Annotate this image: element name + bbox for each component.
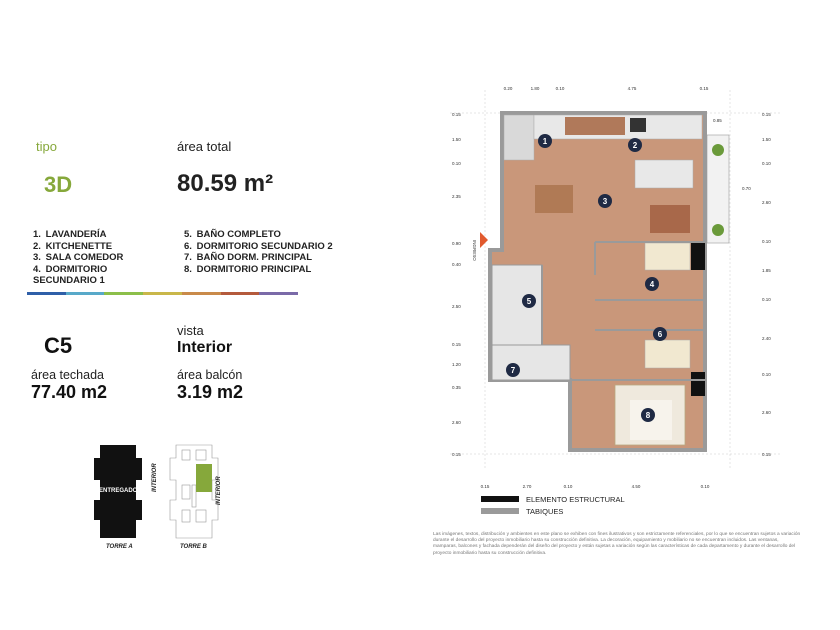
lavanderia-zone — [504, 115, 534, 160]
room-item: 3. SALA COMEDOR — [33, 252, 124, 263]
tipo-label: tipo — [36, 139, 57, 154]
dim-top: 0.20 — [503, 86, 513, 91]
highlighted-unit — [196, 464, 212, 492]
room-list-left — [33, 229, 173, 287]
room-number-1: 1 — [542, 137, 548, 146]
dim-right: 0.10 — [762, 297, 771, 302]
dim-right: 1.50 — [762, 137, 771, 142]
room-item: 1. LAVANDERÍA — [33, 229, 107, 240]
room-number-2: 2 — [632, 141, 638, 150]
area-total-label: área total — [177, 139, 232, 154]
dim-bottom: 0.10 — [700, 484, 710, 489]
dim-bottom: 2.70 — [522, 484, 532, 489]
room-number-7: 7 — [510, 366, 516, 375]
area-balcon-label: área balcón — [177, 368, 243, 382]
dim-right: 0.15 — [762, 452, 771, 457]
dim-top: 1.80 — [530, 86, 540, 91]
room-item: 4. DORMITORIO SECUNDARIO 1 — [33, 263, 108, 286]
dim-left: 1.50 — [452, 137, 461, 142]
dim-right: 2.60 — [762, 200, 771, 205]
floor-plan — [440, 80, 820, 500]
dim-right: 0.10 — [762, 239, 771, 244]
legend-tabiques: TABIQUES — [526, 507, 564, 516]
dim-right: 1.85 — [762, 268, 771, 273]
bano-7-zone — [492, 345, 570, 380]
room-number-3: 3 — [602, 197, 608, 206]
vista-value: Interior — [177, 339, 233, 356]
unit-code: C5 — [44, 333, 73, 358]
area-techada-value: 77.40 m2 — [31, 382, 108, 402]
legend-swatch-tabiques — [481, 508, 519, 514]
dim-top: 0.10 — [555, 86, 565, 91]
dim-left: 0.15 — [452, 452, 461, 457]
area-total-value: 80.59 m² — [177, 170, 274, 197]
ingreso-label: INGRESO — [472, 240, 477, 261]
room-item: 5. BAÑO COMPLETO — [184, 229, 281, 240]
room-item: 7. BAÑO DORM. PRINCIPAL — [184, 252, 313, 263]
dim-right: 0.15 — [762, 112, 771, 117]
vista-label: vista — [177, 323, 204, 338]
interior-b-label: INTERIOR — [216, 476, 222, 505]
color-divider-bar — [27, 292, 298, 295]
tipo-value: 3D — [44, 172, 73, 197]
interior-a-label: INTERIOR — [152, 463, 158, 492]
dim-bottom: 0.15 — [480, 484, 490, 489]
dim-left: 2.50 — [452, 304, 461, 309]
room-number-6: 6 — [657, 330, 663, 339]
entregado-label: ENTREGADO — [99, 488, 138, 494]
dim-balcony: 0.70 — [742, 186, 751, 191]
dim-top: 0.15 — [699, 86, 709, 91]
area-balcon-value: 3.19 m2 — [177, 382, 244, 402]
dim-left: 0.90 — [452, 241, 461, 246]
dim-left: 2.35 — [452, 194, 461, 199]
dim-left: 0.10 — [452, 161, 461, 166]
disclaimer-text: Las imágenes, textos, distribución y ambientes en este plano se exhiben con fines ilustrativos y son estrictamente referenciales, por lo que se encuentran sujetos a variación durante el desarrollo del proyecto inmobiliario hasta su construcción definitiva. La decoración, equipamiento y mobiliario no se encuentran incluidos. Las ventanas, mamparas, balcones y fachada dependerán del diseño del proyecto y están sujetas a variación según las características de cada departamento y durante el desarrollo del proyecto inmobiliario hasta su construcción definitiva. — [433, 532, 801, 556]
dim-right: 0.10 — [762, 372, 771, 377]
entrance-arrow — [480, 232, 488, 248]
dim-left: 0.35 — [452, 385, 461, 390]
dim-bottom: 4.50 — [631, 484, 641, 489]
dim-left: 2.60 — [452, 420, 461, 425]
dim-left: 1.20 — [452, 362, 461, 367]
legend-swatch-estructural — [481, 496, 519, 502]
dim-right: 0.10 — [762, 161, 771, 166]
torre-a-label: TORRE A — [106, 544, 133, 550]
room-item: 8. DORMITORIO PRINCIPAL — [184, 263, 312, 275]
room-number-4: 4 — [649, 280, 655, 289]
dim-right: 2.60 — [762, 410, 771, 415]
torre-b-label: TORRE B — [180, 544, 207, 550]
room-number-5: 5 — [526, 297, 532, 306]
dim-left: 0.15 — [452, 112, 461, 117]
room-item: 2. KITCHENETTE — [33, 240, 113, 252]
dim-top: 4.75 — [627, 86, 637, 91]
dim-right: 2.40 — [762, 336, 771, 341]
dim-left: 0.15 — [452, 342, 461, 347]
dim-left: 0.40 — [452, 262, 461, 267]
area-techada-label: área techada — [31, 368, 104, 382]
room-number-8: 8 — [645, 411, 651, 420]
room-list-right — [184, 229, 334, 275]
room-item: 6. DORMITORIO SECUNDARIO 2 — [184, 240, 333, 252]
dim-bottom: 0.10 — [563, 484, 573, 489]
dim-balcony: 0.85 — [713, 118, 722, 123]
legend-estructural: ELEMENTO ESTRUCTURAL — [526, 495, 625, 504]
